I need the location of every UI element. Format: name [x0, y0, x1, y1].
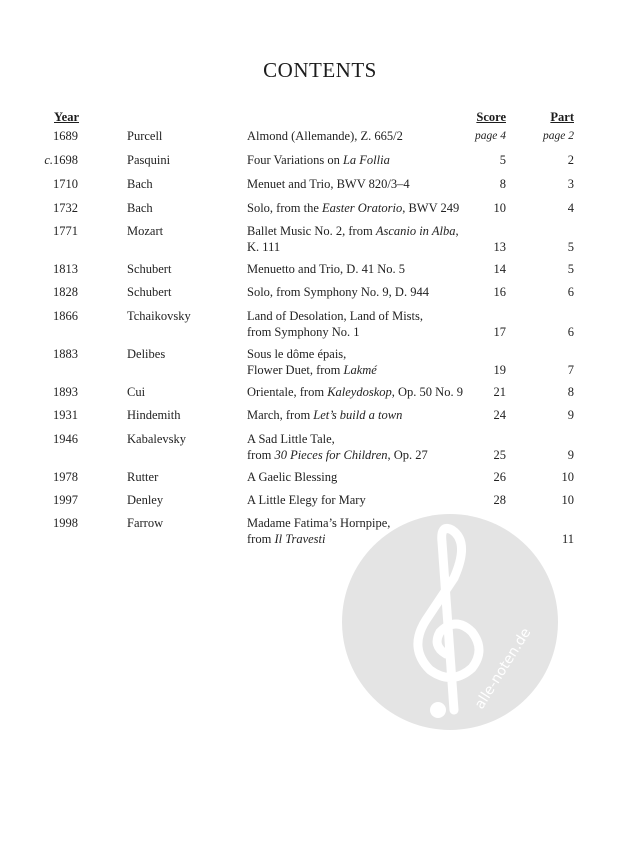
row-composer: Denley: [127, 493, 164, 507]
row-part-page: 5: [567, 262, 574, 276]
row-composer: Schubert: [127, 285, 172, 299]
row-composer: Hindemith: [127, 408, 181, 422]
row-score-page: 10: [493, 201, 506, 215]
row-score-page: 28: [493, 493, 506, 507]
row-composer: Farrow: [127, 516, 164, 530]
watermark-stamp: [342, 514, 558, 730]
row-part-page: 4: [567, 201, 574, 215]
row-year: 1771: [53, 224, 78, 238]
row-score-page: 17: [493, 324, 506, 339]
row-composer: Mozart: [127, 224, 164, 238]
row-piece-title: Menuetto and Trio, D. 41 No. 5: [247, 262, 405, 276]
row-composer: Bach: [127, 177, 153, 191]
row-year: 1946: [53, 432, 78, 446]
row-year: 1710: [53, 177, 78, 191]
row-year: 1866: [53, 309, 78, 323]
row-composer: Schubert: [127, 262, 172, 276]
row-part-page: 6: [567, 285, 574, 299]
row-score-page: 26: [493, 470, 506, 484]
row-piece-title: Land of Desolation, Land of Mists, from Symphony No. 1: [247, 309, 424, 339]
row-piece-title: Four Variations on La Follia: [247, 153, 390, 167]
row-year: 1998: [53, 516, 78, 530]
row-composer: Cui: [127, 385, 146, 399]
row-part-page: 10: [561, 493, 574, 507]
row-piece-title: A Gaelic Blessing: [247, 470, 338, 484]
row-score-page: 14: [493, 262, 506, 276]
row-year: 1893: [53, 385, 78, 399]
row-piece-title: Almond (Allemande), Z. 665/2: [247, 129, 403, 143]
row-piece-title: A Little Elegy for Mary: [247, 493, 366, 507]
row-part-page: 9: [567, 447, 574, 462]
row-piece-title: March, from Let’s build a town: [247, 408, 403, 422]
header-score: Score: [476, 110, 506, 124]
row-piece-title: Solo, from Symphony No. 9, D. 944: [247, 285, 429, 299]
header-part: Part: [550, 110, 574, 124]
row-piece-title: Solo, from the Easter Oratorio, BWV 249: [247, 201, 460, 215]
row-score-page: 24: [493, 408, 506, 422]
watermark-text: alle-noten.de: [471, 625, 535, 713]
row-composer: Rutter: [127, 470, 159, 484]
row-year: 1689: [53, 129, 78, 143]
row-year: 1828: [53, 285, 78, 299]
row-piece-title: Ballet Music No. 2, from Ascanio in Alba, K. 111: [247, 224, 459, 254]
row-score-page: 5: [499, 153, 506, 167]
row-part-page: 6: [567, 324, 574, 339]
row-part-page: 10: [561, 470, 574, 484]
row-score-page: 25: [493, 447, 506, 462]
row-part-page: 9: [567, 408, 574, 422]
row-score-page: 21: [493, 385, 506, 399]
row-piece-title: Sous le dôme épais, Flower Duet, from Lakmé: [247, 347, 377, 377]
row-part-page: 7: [567, 362, 574, 377]
row-composer: Tchaikovsky: [127, 309, 191, 323]
row-part-page: 2: [567, 153, 574, 167]
row-piece-title: Madame Fatima’s Hornpipe, from Il Travesti: [247, 516, 391, 546]
row-year: 1978: [53, 470, 78, 484]
row-part-page: 8: [567, 385, 574, 399]
row-score-page: 8: [499, 177, 506, 191]
row-year: 1931: [53, 408, 78, 422]
row-piece-title: Menuet and Trio, BWV 820/3–4: [247, 177, 410, 191]
row-year: 1997: [53, 493, 78, 507]
row-part-page: 5: [567, 239, 574, 254]
row-piece-title: A Sad Little Tale, from 30 Pieces for Children, Op. 27: [247, 432, 428, 462]
row-part-page: page 2: [543, 130, 574, 142]
row-composer: Delibes: [127, 347, 166, 361]
row-part-page: 3: [567, 177, 574, 191]
row-score-page: 13: [493, 239, 506, 254]
page-title: CONTENTS: [263, 58, 377, 82]
row-composer: Pasquini: [127, 153, 171, 167]
row-composer: Purcell: [127, 129, 163, 143]
row-piece-title: Orientale, from Kaleydoskop, Op. 50 No. 9: [247, 385, 463, 399]
row-year: c.1698: [44, 153, 78, 167]
row-year: 1732: [53, 201, 78, 215]
row-year: 1883: [53, 347, 78, 361]
row-composer: Bach: [127, 201, 153, 215]
header-year: Year: [54, 110, 79, 124]
row-score-page: 19: [493, 362, 506, 377]
row-score-page: page 4: [475, 130, 506, 142]
row-composer: Kabalevsky: [127, 432, 187, 446]
row-year: 1813: [53, 262, 78, 276]
row-part-page: 11: [561, 531, 574, 546]
row-score-page: 16: [493, 285, 506, 299]
